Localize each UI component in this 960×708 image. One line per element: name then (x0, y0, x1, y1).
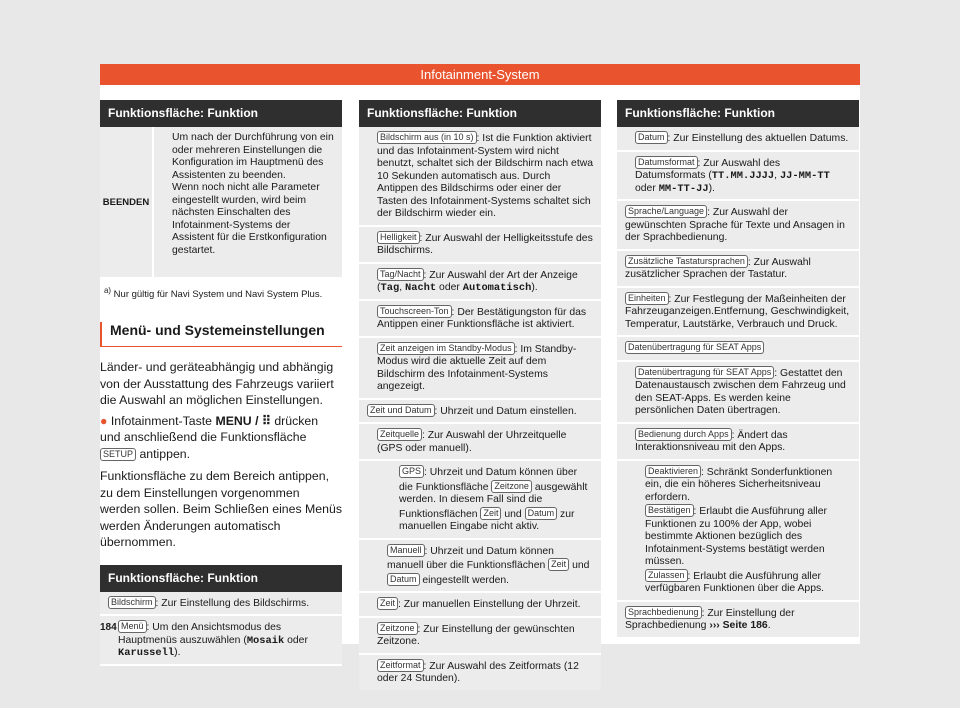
table-header: Funktionsfläche: Funktion (359, 100, 601, 127)
text: : Uhrzeit und Datum einstellen. (434, 405, 577, 417)
tag: Zeitformat (377, 659, 424, 672)
text: : Zur Auswahl der gewünschten Sprache für Texte und Ansagen in der Sprachbedienung. (625, 207, 845, 243)
row-datumsformat: Datumsformat : Zur Auswahl des Datumsformats (TT.MM.JJJJ, JJ-MM-TT oder MM-TT-JJ). (617, 152, 859, 202)
page-number: 184 (100, 622, 117, 633)
format-1: TT.MM.JJJJ (711, 170, 775, 182)
text-bestaetigen: : Erlaubt die Ausführung aller Funktionen zu 100% der App, wobei bestimmte Aktionen bezüglich des Infotainment-Systems bestätigt werden müssen. (645, 506, 827, 567)
column-middle (359, 100, 601, 690)
row-helligkeit (359, 227, 601, 264)
row-datum (617, 127, 859, 152)
table-header: Funktionsfläche: Funktion (617, 100, 859, 127)
section-heading (100, 322, 342, 347)
row-sprachbedienung (617, 602, 859, 637)
text: : Zur manuellen Einstellung der Uhrzeit. (398, 599, 581, 610)
bullet-instruction: ● Infotainment-Taste MENU / ⠿ drücken und anschließend die Funktionsfläche SETUP antippen. (100, 413, 319, 461)
row-zeit (359, 593, 601, 618)
tag: Touchscreen-Ton (377, 305, 452, 318)
row-zeit-standby (359, 338, 601, 400)
tag: Datumsformat (635, 156, 698, 169)
text: : Der Bestätigungston für das Antippen einer Funktionsfläche ist aktiviert. (377, 306, 587, 330)
text: : Ist die Funktion aktiviert und das Infotainment-System wird nicht benutzt, schaltet sich der Bildschirm nach etwa 10 Sekunden automatisch aus. Durch Antippen des Bildschirms oder einer der Tasten des Infotainment-Systems schaltet sich der Bildschirm wieder ein. (377, 133, 593, 219)
row-einheiten (617, 288, 859, 338)
text-end: ). (174, 647, 181, 659)
table-header: Funktionsfläche: Funktion (100, 100, 342, 127)
tag-menu: Menü (118, 620, 147, 633)
text-b: ausgewählt werden. In diesem Fall sind die Funktionsflächen (399, 481, 588, 520)
text-und: und (504, 508, 522, 520)
text-b: eingestellt werden. (422, 574, 510, 586)
format-3: MM-TT-JJ (658, 182, 709, 195)
tag: Zeit und Datum (367, 404, 435, 417)
text-deaktivieren: : Schränkt Sonderfunktionen ein, die ein höheres Sicherheitsniveau erfordern. (645, 466, 833, 503)
row-app-levels (617, 461, 859, 602)
row-tag-nacht: Tag/Nacht : Zur Auswahl der Art der Anzeige (Tag, Nacht oder Automatisch). (359, 264, 601, 301)
value-karussell: Karussell (118, 647, 175, 660)
beenden-label: BEENDEN (102, 196, 150, 208)
row-touchscreen-ton (359, 301, 601, 338)
page-reference-link[interactable]: ››› Seite 186 (709, 620, 768, 631)
row-gps (359, 461, 601, 540)
footnote (100, 286, 342, 300)
tag: Zeit anzeigen im Standby-Modus (377, 342, 515, 355)
tag-bildschirm: Bildschirm (108, 596, 156, 609)
text: : Zur Auswahl der Helligkeitsstufe des Bildschirms. (377, 232, 593, 256)
tag: Bildschirm aus (in 10 s) (377, 131, 477, 144)
format-2: JJ-MM-TT (779, 170, 830, 182)
tag-zulassen: Zulassen (645, 569, 688, 582)
tag-zeit: Zeit (480, 507, 501, 520)
text-c: zur manuellen Eingabe nicht aktiv. (399, 508, 575, 532)
row-datenuebertragung-2 (617, 362, 859, 424)
tag-datum: Datum (387, 573, 420, 586)
row-sprache (617, 201, 859, 251)
row-zeit-und-datum (359, 400, 601, 425)
tag-datum: Datum (525, 507, 558, 520)
section-title: Menü- und Systemeinstellungen (110, 322, 325, 339)
tag-zeit: Zeit (548, 558, 569, 571)
row-bildschirm-aus (359, 127, 601, 227)
text-bildschirm: : Zur Einstellung des Bildschirms. (155, 597, 310, 609)
tag: Manuell (387, 544, 425, 557)
text: : Ändert das Interaktionsniveau mit den Apps. (635, 429, 788, 453)
text: : Im Standby-Modus wird die aktuelle Zeit auf dem Bildschirm des Infotainment-Systems angezeigt. (377, 343, 577, 392)
tag: Helligkeit (377, 231, 420, 244)
table2 (100, 592, 342, 666)
value-nacht: Nacht (404, 282, 437, 294)
row-manuell (359, 540, 601, 594)
column-right (617, 100, 859, 637)
text: : Zur Festlegung der Maßeinheiten der Fahrzeuganzeigen.Entfernung, Geschwindigkeit, Temperatur, Lautstärke, Verbrauch und Druck. (625, 293, 850, 330)
tag-zeitzone: Zeitzone (491, 480, 532, 493)
value-tag: Tag (380, 282, 400, 294)
bullet-text-a: Infotainment-Taste (110, 413, 213, 428)
body-text (100, 359, 342, 551)
tag-deaktivieren: Deaktivieren (645, 465, 701, 478)
footnote-text: Nur gültig für Navi System und Navi System Plus. (113, 289, 323, 301)
tag: Zeitzone (377, 622, 418, 635)
tag: Bedienung durch Apps (635, 428, 732, 441)
text: : Zur Auswahl der Art der Anzeige ( (377, 269, 578, 293)
text: : Zur Auswahl des Zeitformats (12 oder 24 Stunden). (377, 660, 579, 684)
text: : Zur Auswahl zusätzlicher Sprachen der Tastatur. (625, 256, 811, 280)
footnote-mark: a) (104, 286, 112, 295)
text: : Zur Auswahl der Uhrzeitquelle (GPS oder manuell). (377, 430, 567, 454)
row-zeitquelle (359, 424, 601, 461)
tag: Sprache/Language (625, 205, 707, 218)
setup-tag: SETUP (100, 448, 136, 461)
beenden-text-2: Wenn noch nicht alle Parameter eingestellt wurden, wird beim nächsten Einschalten des Infotainment-Systems der Assistent für die Erstkonfiguration gestartet. (172, 182, 327, 256)
bullet-text-b: drücken und anschließend die Funktionsfläche (100, 413, 319, 445)
tag: Sprachbedienung (625, 606, 702, 619)
menu-key-icon: MENU / ⠿ (215, 413, 271, 428)
text: : Zur Einstellung der Sprachbedienung (625, 607, 795, 631)
column-left (100, 100, 342, 666)
value-mosaik: Mosaik (246, 634, 285, 647)
text-zulassen: : Erlaubt die Ausführung aller verfügbaren Funktionen über die Apps. (645, 570, 825, 594)
text: : Uhrzeit und Datum können manuell über die Funktionsflächen (387, 545, 554, 571)
text-end: ). (708, 182, 715, 194)
tag: Zusätzliche Tastatursprachen (625, 255, 748, 268)
beenden-text-1: Um nach der Durchführung von ein oder mehreren Einstellungen die Konfiguration im Hauptmenü des Assistenten zu beenden. (172, 132, 334, 181)
text-end: ). (531, 282, 538, 293)
settings-table-2 (617, 127, 859, 637)
text: : Gestattet den Datenaustausch zwischen dem Fahrzeug und den SEAT-Apps. Es werden keine persönlichen Daten übertragen. (635, 367, 846, 416)
section-banner: Infotainment-System (100, 64, 860, 85)
settings-table (359, 127, 601, 690)
row-menu (100, 616, 342, 666)
tag-bestaetigen: Bestätigen (645, 504, 694, 517)
text: : Uhrzeit und Datum können über die Funktionsfläche (399, 467, 578, 493)
tag: Datenübertragung für SEAT Apps (625, 341, 764, 354)
beenden-description (152, 127, 342, 277)
text-oder: oder (635, 182, 659, 194)
text: : Zur Auswahl des Datumsformats ( (635, 157, 781, 181)
tag: Datum (635, 131, 668, 144)
row-datenuebertragung (617, 337, 859, 362)
tag: Zeit (377, 597, 398, 610)
text: : Zur Einstellung der gewünschten Zeitzone. (377, 623, 575, 647)
text-und: und (572, 560, 590, 571)
row-bedienung-apps (617, 424, 859, 461)
tag: Zeitquelle (377, 428, 422, 441)
tag: Einheiten (625, 292, 669, 305)
table-row-beenden (100, 127, 342, 277)
text-end: . (767, 620, 771, 631)
paragraph-intro: Länder- und geräteabhängig und abhängig von der Ausstattung des Fahrzeugs variiert die Auswahl an möglichen Einstellungen. (100, 360, 334, 408)
value-automatisch: Automatisch (462, 282, 532, 294)
bullet-text-c: antippen. (139, 446, 191, 461)
tag: Datenübertragung für SEAT Apps (635, 366, 774, 379)
row-bildschirm (100, 592, 342, 617)
row-tastatursprachen (617, 251, 859, 288)
tag: Tag/Nacht (377, 268, 424, 281)
row-zeitformat (359, 655, 601, 690)
row-zeitzone (359, 618, 601, 655)
tag: GPS (399, 465, 424, 478)
text-oder: oder (436, 282, 463, 293)
text: : Zur Einstellung des aktuellen Datums. (667, 133, 849, 144)
table2-header: Funktionsfläche: Funktion (100, 565, 342, 592)
paragraph-area: Funktionsfläche zu dem Bereich antippen, zu dem Einstellungen vorgenommen werden sollen. Beim Schließen eines Menüs werden Änderungen automatisch übernommen. (100, 469, 342, 550)
text-oder: oder (284, 634, 308, 646)
text-menu: : Um den Ansichtsmodus des Hauptmenüs auszuwählen ( (118, 622, 282, 646)
